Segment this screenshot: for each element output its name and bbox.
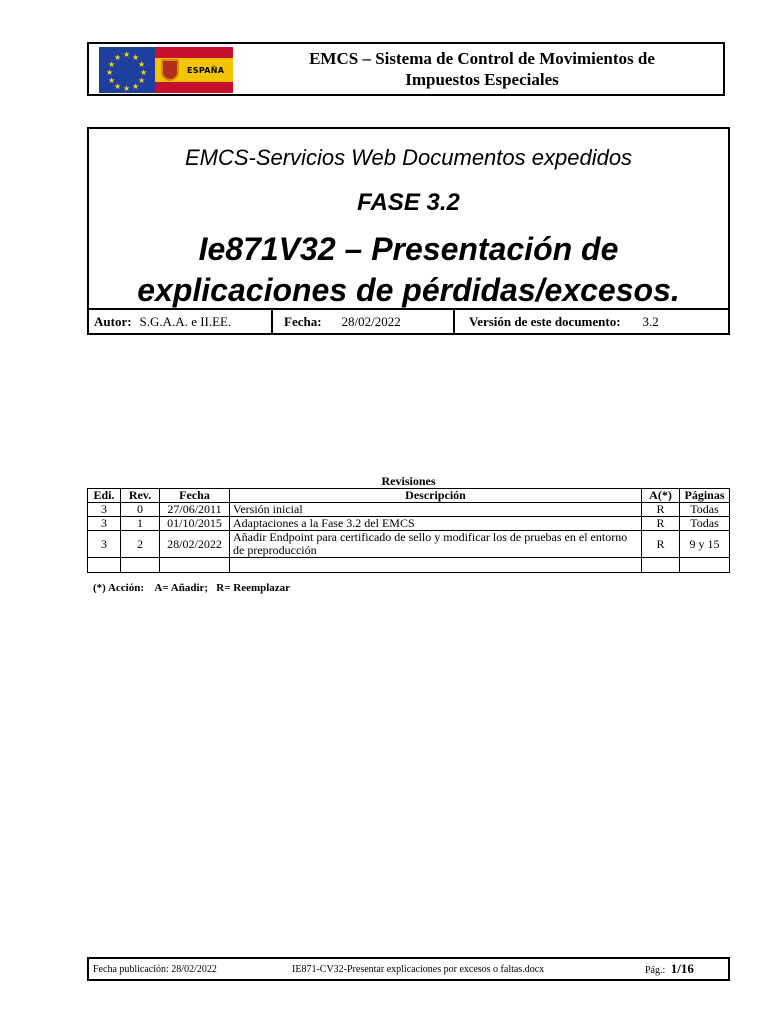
cell-edi: 3 (88, 503, 121, 517)
header-title (249, 48, 715, 90)
cell-fecha: 28/02/2022 (160, 531, 230, 558)
header-title-line1: EMCS – Sistema de Control de Movimientos de (309, 49, 655, 68)
cell-descripcion: Añadir Endpoint para certificado de sello y modificar los de pruebas en el entorno de preproducción (230, 531, 642, 558)
col-header-paginas: Páginas (680, 489, 730, 503)
phase-label: FASE 3.2 (357, 189, 460, 216)
coat-of-arms-icon (161, 59, 179, 81)
cell-accion: R (642, 517, 680, 531)
cell-accion: R (642, 531, 680, 558)
file-name: IE871-CV32-Presentar explicaciones por excesos o faltas.docx (292, 964, 545, 975)
cell-rev: 1 (121, 517, 160, 531)
page-value: 1/16 (670, 961, 694, 976)
eu-flag-icon: ★ ★ ★ ★ ★ ★ ★ ★ ★ ★ ★ ★ (99, 47, 155, 93)
revisions-table (87, 488, 730, 573)
logo-label: ESPAÑA (187, 65, 225, 75)
header-title-line2: Impuestos Especiales (405, 70, 559, 89)
document-title (89, 229, 728, 311)
cell-paginas: Todas (680, 517, 730, 531)
cell-edi: 3 (88, 531, 121, 558)
page-label: Pág.: (645, 965, 666, 976)
logo (99, 47, 233, 93)
date-value: 28/02/2022 (341, 313, 401, 329)
table-row (88, 531, 730, 558)
author-value: S.G.A.A. e II.EE. (139, 313, 232, 329)
cell-rev: 2 (121, 531, 160, 558)
document-title-line1: Ie871V32 – Presentación de (198, 231, 619, 267)
date-label: Fecha: (284, 313, 322, 329)
spain-flag-icon (155, 47, 233, 93)
col-header-fecha: Fecha (160, 489, 230, 503)
table-row (88, 503, 730, 517)
revisions-title: Revisiones (381, 474, 436, 488)
table-row (88, 517, 730, 531)
document-metadata (89, 310, 728, 333)
cell-accion: R (642, 503, 680, 517)
document-title-line2: explicaciones de pérdidas/excesos. (137, 272, 680, 308)
cell-edi: 3 (88, 517, 121, 531)
version-value: 3.2 (642, 313, 659, 329)
title-box (87, 127, 730, 335)
col-header-edi: Edi. (88, 489, 121, 503)
cell-fecha: 27/06/2011 (160, 503, 230, 517)
author-label: Autor: (94, 313, 132, 329)
revisions-header-row (88, 489, 730, 503)
col-header-descripcion: Descripción (230, 489, 642, 503)
col-header-rev: Rev. (121, 489, 160, 503)
cell-descripcion: Adaptaciones a la Fase 3.2 del EMCS (230, 517, 642, 531)
publication-date: Fecha publicación: 28/02/2022 (93, 964, 217, 975)
cell-rev: 0 (121, 503, 160, 517)
cell-fecha: 01/10/2015 (160, 517, 230, 531)
cell-paginas: 9 y 15 (680, 531, 730, 558)
version-label: Versión de este documento: (469, 313, 621, 329)
cell-descripcion: Versión inicial (230, 503, 642, 517)
page-number (645, 961, 694, 977)
page-footer (87, 957, 730, 981)
document-header (87, 42, 725, 96)
col-header-accion: A(*) (642, 489, 680, 503)
document-subtitle: EMCS-Servicios Web Documentos expedidos (184, 145, 633, 170)
action-legend: (*) Acción: A= Añadir; R= Reemplazar (93, 582, 291, 594)
cell-paginas: Todas (680, 503, 730, 517)
table-row-empty (88, 558, 730, 573)
